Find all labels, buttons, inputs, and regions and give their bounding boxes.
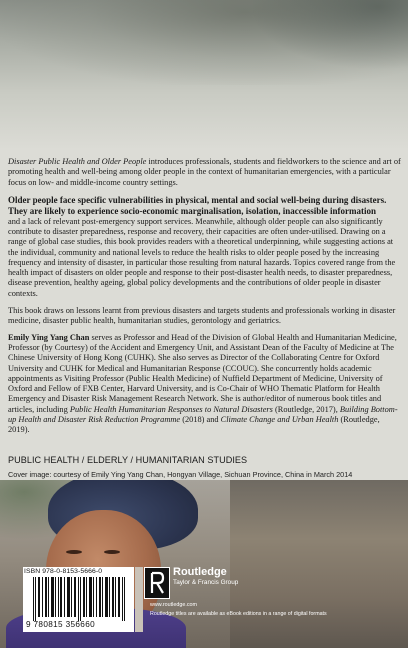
- isbn-label: ISBN 978-0-8153-5666-0: [24, 568, 103, 575]
- audience-paragraph: This book draws on lessons learnt from previous disasters and targets students and professionals working in disaster medicine, disaster public health, humanitarian studies, gerontology and geriatrics.: [8, 306, 396, 326]
- book-title-italic: Disaster Public Health and Older People: [8, 157, 147, 166]
- author-bio-paragraph: [8, 333, 401, 436]
- subject-categories: PUBLIC HEALTH / ELDERLY / HUMANITARIAN STUDIES: [8, 455, 248, 465]
- top-background-photo: [0, 0, 408, 150]
- ebook-note: Routledge titles are available as eBook editions in a range of digital formats: [150, 611, 327, 617]
- blurb-text-block: [8, 157, 401, 442]
- intro-text: introduces professionals, students and fieldworkers to the science and art of promoting health and well-being among older people in the context of humanitarian emergencies, with a particular focus on low- and middle-income country settings.: [8, 157, 401, 187]
- barcode-number: 9 780815 356660: [26, 620, 95, 629]
- publisher-group: Taylor & Francis Group: [173, 579, 239, 586]
- publisher-url: www.routledge.com: [150, 602, 198, 608]
- publisher-name: Routledge: [173, 566, 227, 578]
- author-bio-text-4: (Routledge, 2019).: [8, 415, 380, 435]
- book-title-1: Public Health Humanitarian Responses to Natural Disasters: [69, 404, 273, 414]
- cover-image-credit: Cover image: courtesy of Emily Ying Yang Chan, Hongyan Village, Sichuan Province, China in March 2014: [8, 470, 353, 479]
- intro-paragraph: [8, 157, 401, 188]
- vertical-strip: [135, 567, 143, 632]
- author-bio-text: serves as Professor and Head of the Division of Global Health and Humanitarian Medicine, Professor (by Courtesy) of the Accident and Emergency Unit, and Assistant Dean of the Faculty of Medicine at The Chinese University of Hong Kong (CUHK). She also serves as Director of the Collaborating Centre for Oxford University and CUHK for Medical and Humanitarian Response (CCOUC). She concurrently holds academic appointments as Visiting Professor (Public Health Medicine) of Nuffield Department of Medicine, University of Oxford and Fellow of FXB Center, Harvard University, and is Co-Chair of WHO Thematic Platform for Health Emergency and Disaster Risk Management Research Network. She is author/editor of numerous book titles and articles, including: [8, 332, 397, 414]
- book-title-2: Building Bottom-up Health and Disaster Risk Reduction Programme: [8, 404, 398, 425]
- book-title-3: Climate Change and Urban Health: [220, 415, 339, 425]
- body-paragraph: and a lack of relevant post-emergency support services. Meanwhile, although older people can also significantly contribute to disaster preparedness, response and recovery, their capacities are often under-utilised. Drawing on a range of global case studies, this book provides readers with a theoretical underpinning, while suggesting actions at the individual, community and national levels to reduce the health risks to older people posed by the increasing frequency and intensity of disaster, in particular those resulting from natural hazards. Topics covered range from the health impact of disasters on older people and response to their post-disaster health needs, to disaster preparedness, disease prevention, healthy ageing, global policy developments and the contributions of older people in disaster contexts.: [8, 216, 396, 298]
- routledge-logo-icon: [144, 567, 170, 599]
- author-bio-text-2: (Routledge, 2017),: [272, 404, 340, 414]
- barcode-icon: [33, 577, 129, 621]
- author-name: Emily Ying Yang Chan: [8, 332, 90, 342]
- emphasis-paragraph: Older people face specific vulnerabilities in physical, mental and social well-being during disasters. They are likely to experience socio-economic marginalisation, isolation, inaccessible information: [8, 194, 387, 216]
- author-bio-text-3: (2018) and: [180, 415, 221, 425]
